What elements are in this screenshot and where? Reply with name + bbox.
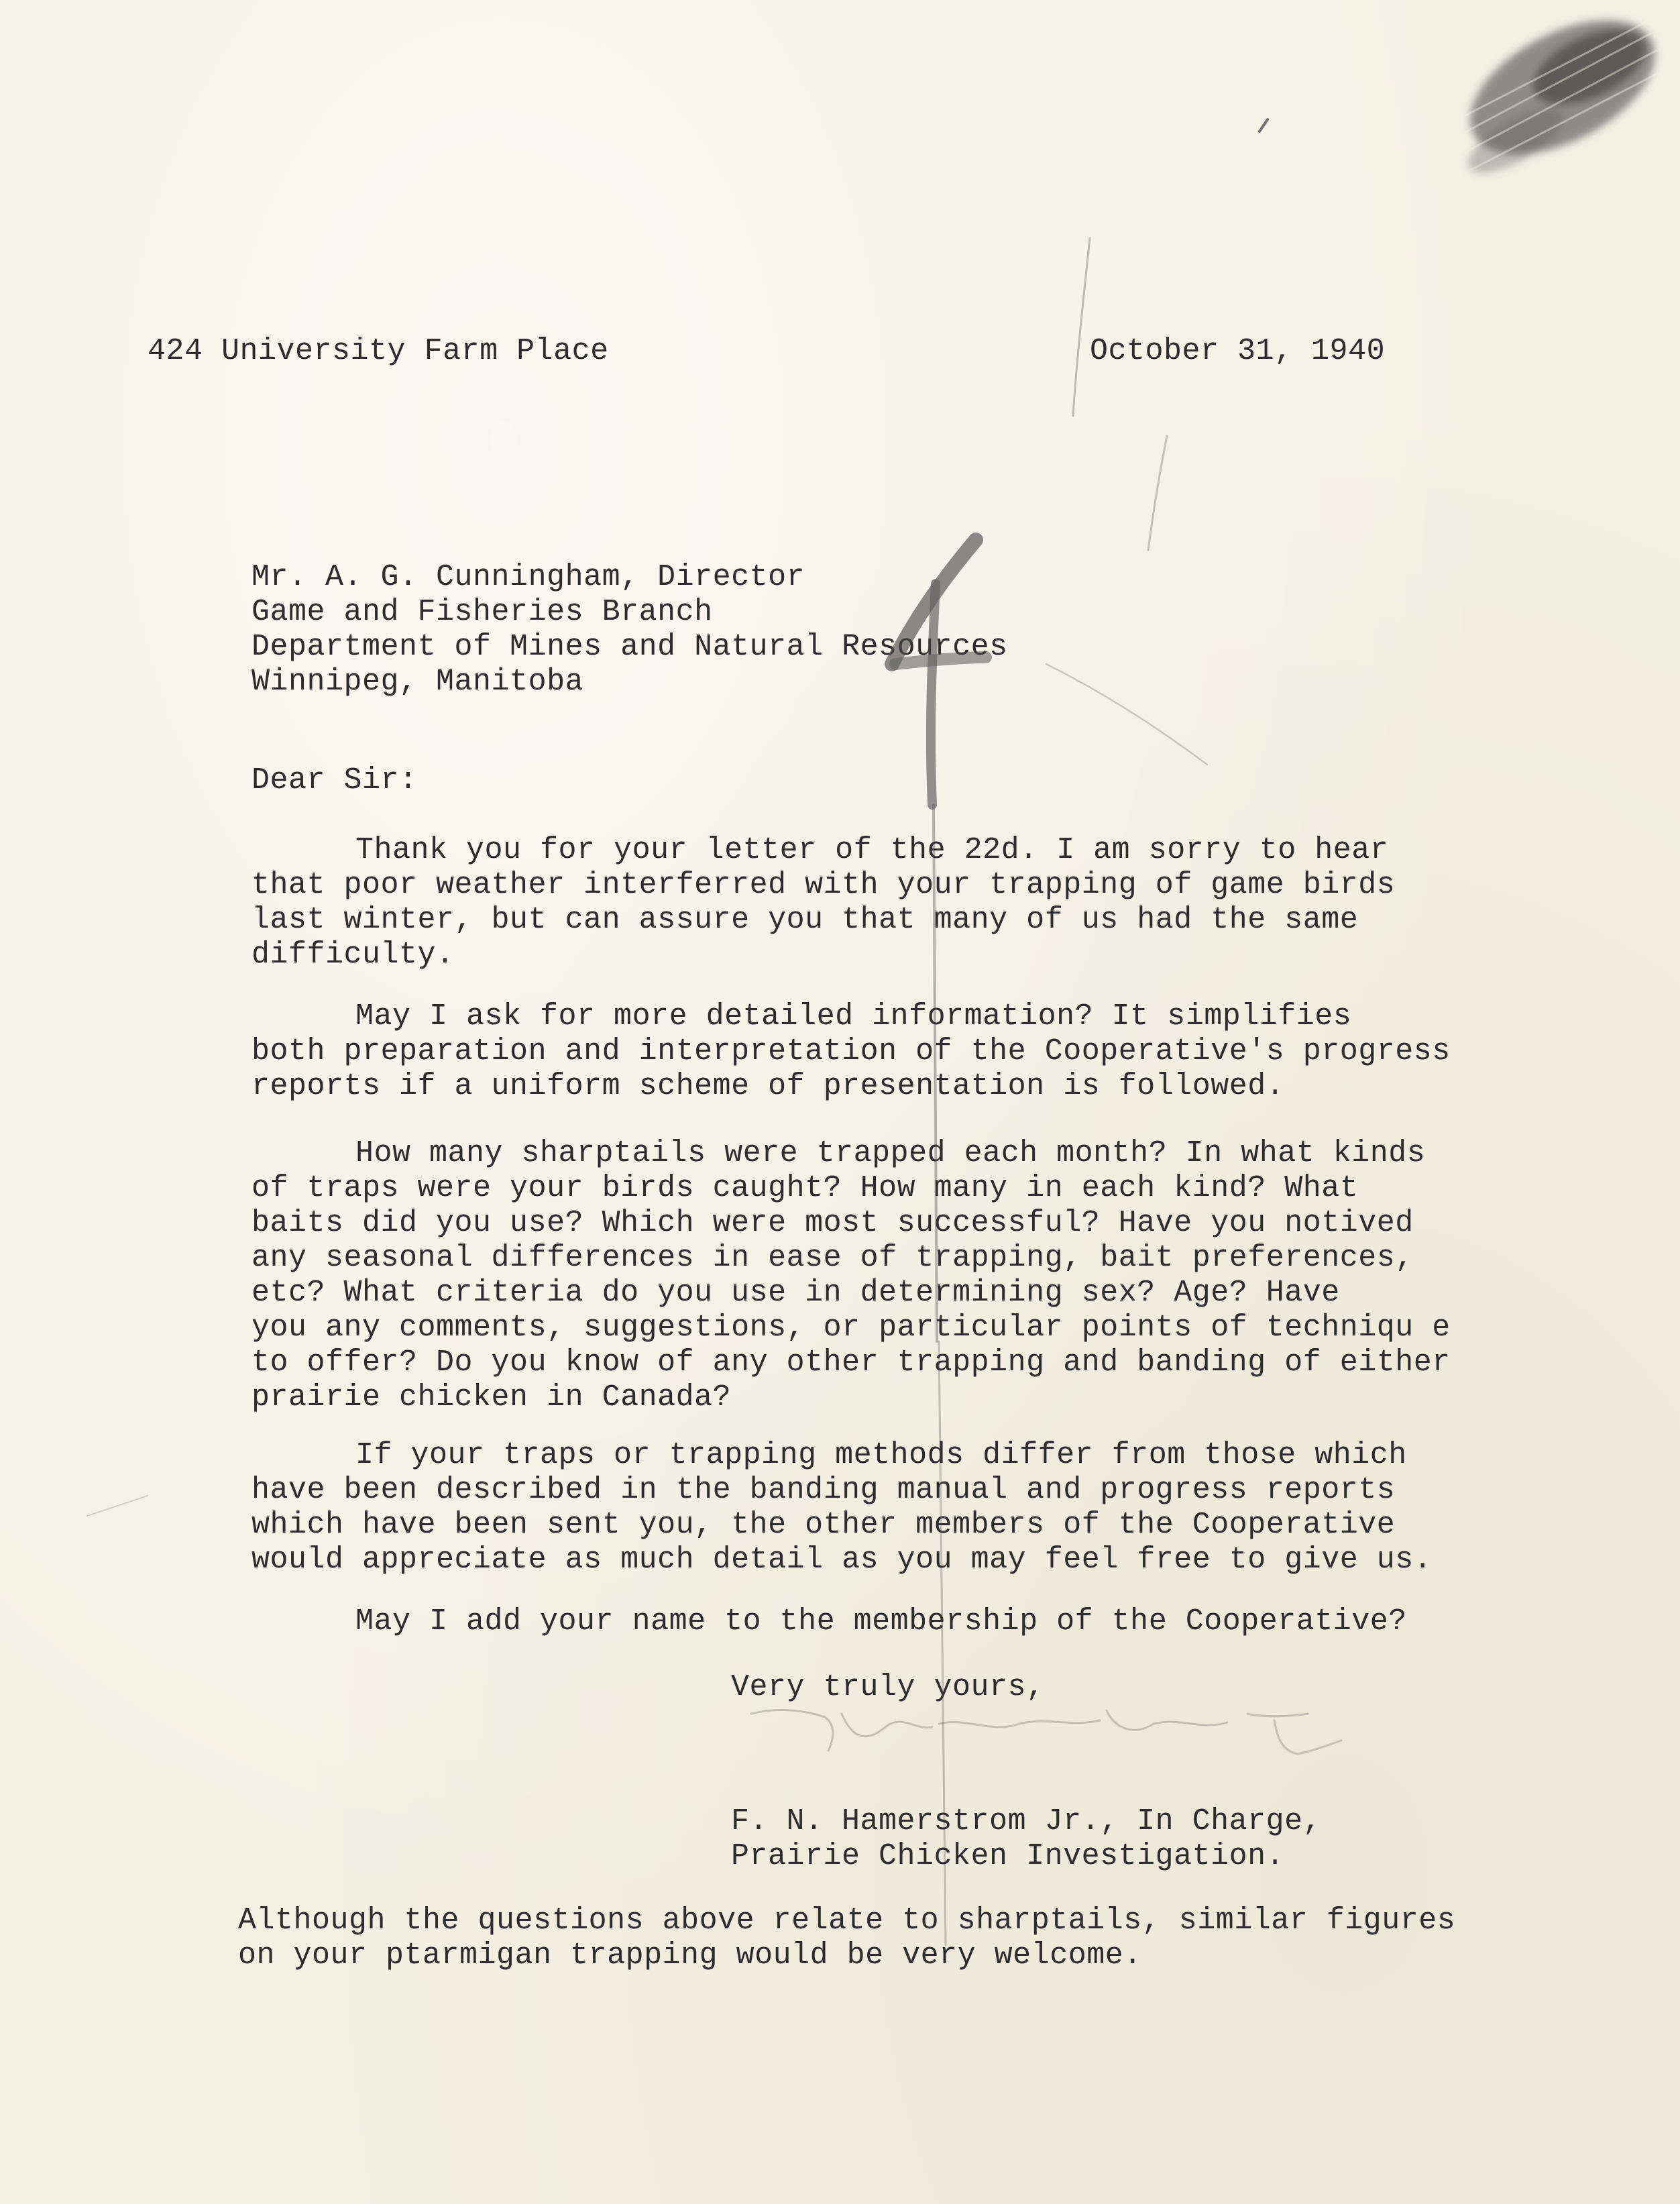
recipient-line: Department of Mines and Natural Resources — [251, 630, 1008, 664]
postscript-line: Although the questions above relate to sharptails, similar figures — [238, 1904, 1456, 1938]
body-line: both preparation and interpretation of the Cooperative's progress — [251, 1034, 1451, 1068]
paragraph-5: May I add your name to the membership of the Cooperative? — [355, 1604, 1407, 1639]
body-line: have been described in the banding manual and progress reports — [251, 1473, 1396, 1507]
body-line: prairie chicken in Canada? — [251, 1380, 732, 1415]
closing: Very truly yours, — [731, 1670, 1045, 1704]
body-line: May I ask for more detailed information? It simplifies — [355, 999, 1352, 1034]
body-line: If your traps or trapping methods differ from those which — [355, 1438, 1407, 1472]
body-line: you any comments, suggestions, or particular points of techniqu e — [251, 1311, 1451, 1345]
body-line: any seasonal differences in ease of trapping, bait preferences, — [251, 1241, 1414, 1275]
body-line: baits did you use? Which were most successful? Have you notived — [251, 1206, 1414, 1240]
ink-smudge — [1408, 7, 1677, 201]
body-line: difficulty. — [251, 938, 455, 972]
body-line: of traps were your birds caught? How many in each kind? What — [251, 1171, 1359, 1205]
letter-date: October 31, 1940 — [1090, 334, 1386, 368]
body-line: to offer? Do you know of any other trapping and banding of either — [251, 1345, 1451, 1380]
body-line: would appreciate as much detail as you may feel free to give us. — [251, 1543, 1433, 1577]
recipient-line: Game and Fisheries Branch — [251, 595, 713, 629]
body-line: which have been sent you, the other members of the Cooperative — [251, 1508, 1396, 1542]
postscript-line: on your ptarmigan trapping would be very welcome. — [238, 1938, 1142, 1973]
recipient-line: Mr. A. G. Cunningham, Director — [251, 560, 805, 594]
body-line: etc? What criteria do you use in determining sex? Age? Have — [251, 1276, 1340, 1310]
return-address: 424 University Farm Place — [148, 334, 609, 368]
signature-line: F. N. Hamerstrom Jr., In Charge, — [731, 1804, 1322, 1838]
body-line: that poor weather interferred with your trapping of game birds — [251, 868, 1396, 902]
body-line: Thank you for your letter of the 22d. I am sorry to hear — [355, 833, 1389, 867]
salutation: Dear Sir: — [251, 763, 418, 797]
signature-line: Prairie Chicken Investigation. — [731, 1839, 1285, 1873]
body-line: last winter, but can assure you that many of us had the same — [251, 903, 1359, 937]
recipient-line: Winnipeg, Manitoba — [251, 665, 584, 699]
body-line: How many sharptails were trapped each month? In what kinds — [355, 1136, 1426, 1170]
body-line: reports if a uniform scheme of presentation is followed. — [251, 1069, 1285, 1103]
